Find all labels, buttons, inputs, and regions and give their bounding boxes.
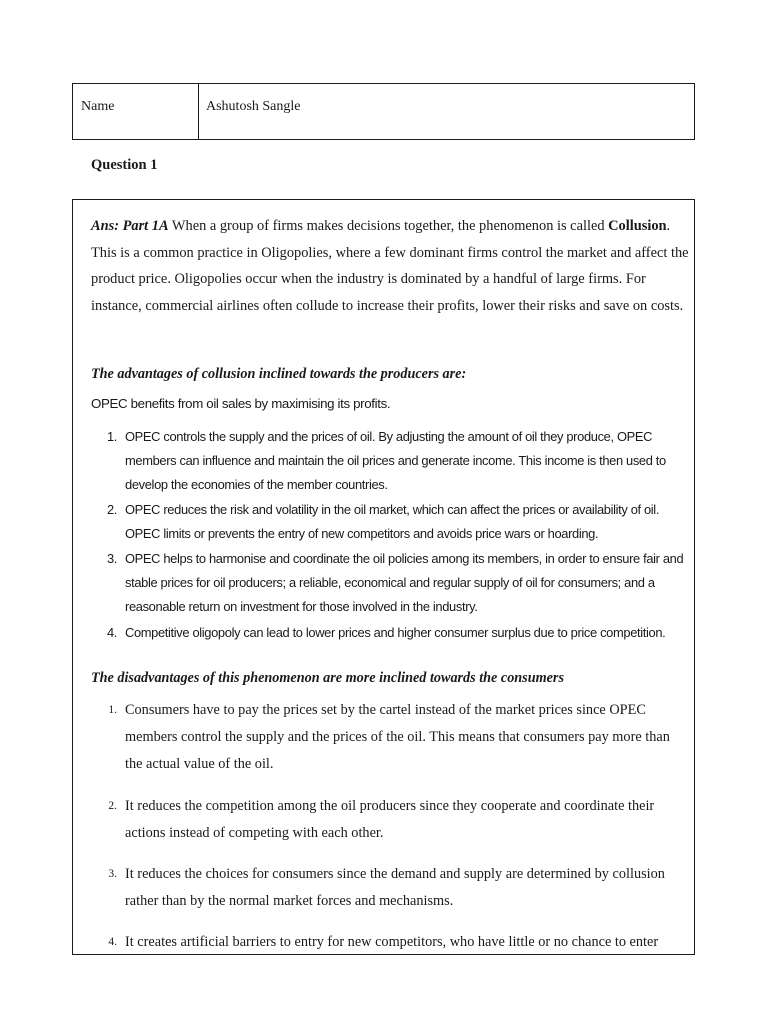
answer-label: Ans: Part 1A: [91, 218, 169, 234]
list-text: OPEC reduces the risk and volatility in the oil market, which can affect the prices or availability of oil. OPEC limits or prevents the entry of new competitors and avoids price wars or hoarding.: [125, 502, 660, 541]
name-value: Ashutosh Sangle: [206, 99, 301, 114]
question-title: Question 1: [91, 157, 158, 173]
list-text: OPEC controls the supply and the prices of oil. By adjusting the amount of oil they produce, OPEC members can influence and maintain the oil prices and generate income. This income is then used to develop the economies of the member countries.: [125, 429, 666, 492]
list-number: 1.: [108, 704, 117, 716]
list-number: 4.: [106, 625, 117, 640]
list-text: Consumers have to pay the prices set by the cartel instead of the market prices since OPEC members control the supply and the prices of the oil. This means that consumers pay more than the actual value of the oil.: [125, 702, 670, 772]
list-text: It reduces the choices for consumers since the demand and supply are determined by collusion rather than by the normal market forces and mechanisms.: [125, 866, 665, 909]
advantages-intro: OPEC benefits from oil sales by maximising its profits.: [91, 396, 391, 411]
name-label: Name: [73, 84, 199, 139]
answer-paragraph: [91, 213, 691, 320]
list-text: Competitive oligopoly can lead to lower prices and higher consumer surplus due to price competition.: [125, 625, 666, 640]
list-number: 2.: [108, 800, 117, 812]
list-number: 3.: [108, 868, 117, 880]
answer-text-b: . This is a common practice in Oligopolies, where a few dominant firms control the market and affect the product price. Oligopolies occur when the industry is dominated by a handful of large firms. For instance, commercial airlines often collude to increase their profits, lower their risks and save on costs.: [91, 218, 689, 315]
collusion-term: Collusion: [608, 218, 667, 234]
list-text: It reduces the competition among the oil producers since they cooperate and coordinate their actions instead of competing with each other.: [125, 798, 655, 841]
list-text: It creates artificial barriers to entry for new competitors, who have little or no chance to enter: [125, 934, 659, 950]
advantages-heading: The advantages of collusion inclined towards the producers are:: [91, 366, 467, 382]
name-table: [72, 83, 695, 140]
list-number: 2.: [106, 502, 117, 517]
list-number: 3.: [106, 551, 117, 566]
answer-box: [72, 199, 695, 955]
answer-text-a: When a group of firms makes decisions together, the phenomenon is called: [168, 218, 605, 234]
list-number: 4.: [108, 936, 117, 948]
list-text: OPEC helps to harmonise and coordinate the oil policies among its members, in order to ensure fair and stable prices for oil producers; a reliable, economical and regular supply of oil for consumers; and a reasonable return on investment for those involved in the industry.: [125, 551, 684, 614]
list-number: 1.: [106, 429, 117, 444]
disadvantages-heading: The disadvantages of this phenomenon are more inclined towards the consumers: [91, 670, 564, 686]
